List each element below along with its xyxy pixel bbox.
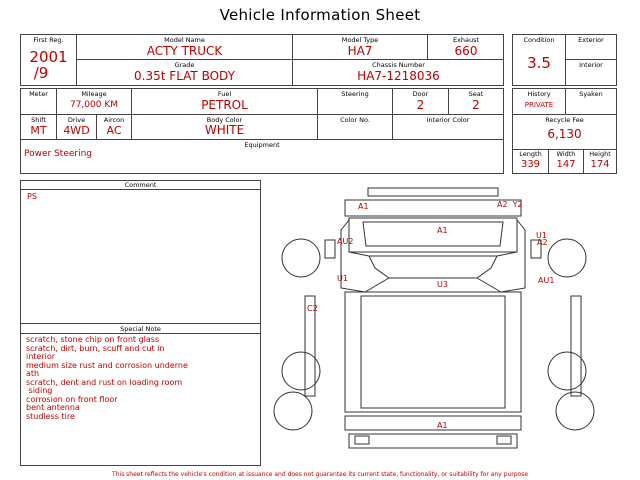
wheel-rear-left-1 bbox=[282, 352, 320, 390]
drive-header: Drive bbox=[67, 116, 86, 124]
model-type-value: HA7 bbox=[347, 44, 373, 58]
aircon-header: Aircon bbox=[103, 116, 125, 124]
front-bumper bbox=[368, 188, 498, 196]
rear-panel bbox=[345, 416, 521, 430]
drive-value: 4WD bbox=[63, 124, 90, 137]
right-door bbox=[501, 220, 525, 292]
damage-mark: A2 bbox=[537, 238, 548, 247]
condition-value: 3.5 bbox=[527, 54, 551, 72]
door-value: 2 bbox=[416, 98, 425, 112]
syaken-header: Syaken bbox=[579, 90, 603, 98]
tail-lamp-left bbox=[355, 436, 369, 444]
steering-header: Steering bbox=[341, 90, 369, 98]
interior-color-header: Interior Color bbox=[426, 116, 470, 124]
body-color-value: WHITE bbox=[204, 123, 245, 137]
wheel-front-left bbox=[282, 239, 320, 277]
windshield bbox=[363, 222, 503, 246]
seat-value: 2 bbox=[472, 98, 480, 112]
wheel-rear-right-1 bbox=[548, 352, 586, 390]
special-note-item: studless tire bbox=[26, 411, 75, 421]
exhaust-value: 660 bbox=[454, 44, 478, 58]
width-value: 147 bbox=[556, 159, 576, 170]
special-note-item: siding bbox=[26, 386, 53, 395]
history-header: History bbox=[527, 90, 551, 98]
wheel-rear-left-2 bbox=[274, 392, 312, 430]
equipment-value: Power Steering bbox=[24, 149, 93, 159]
first-reg-header: First Reg. bbox=[33, 36, 64, 44]
condition-header: Condition bbox=[523, 36, 555, 44]
cab-roof bbox=[369, 256, 497, 278]
fuel-header: Fuel bbox=[217, 90, 232, 98]
damage-mark: C2 bbox=[307, 304, 318, 313]
special-note-item: corrosion on front floor bbox=[26, 394, 118, 404]
equipment-header: Equipment bbox=[244, 141, 280, 149]
special-notes-list bbox=[26, 336, 188, 421]
damage-mark: U3 bbox=[437, 280, 448, 289]
special-note-item: scratch, dirt, burn, scuff and cut in bbox=[26, 343, 165, 353]
grade-value: 0.35t FLAT BODY bbox=[134, 69, 235, 83]
special-note-header: Special Note bbox=[120, 325, 161, 333]
damage-mark: A1 bbox=[437, 421, 448, 430]
chassis-number-header: Chassis Number bbox=[372, 61, 425, 69]
left-mirror bbox=[325, 240, 335, 258]
cargo-bed bbox=[345, 292, 521, 412]
equipment-box bbox=[20, 140, 504, 174]
shift-header: Shift bbox=[31, 116, 46, 124]
length-value: 339 bbox=[520, 159, 541, 170]
grade-header: Grade bbox=[174, 61, 195, 69]
first-reg-year: 2001 bbox=[29, 48, 68, 66]
cab-front bbox=[349, 218, 517, 252]
comment-value: PS bbox=[27, 192, 37, 201]
meter-header: Meter bbox=[29, 90, 48, 98]
length-header: Length bbox=[519, 150, 542, 158]
fuel-value: PETROL bbox=[201, 98, 248, 112]
model-name-value: ACTY TRUCK bbox=[146, 44, 223, 58]
door-header: Door bbox=[412, 90, 429, 98]
interior-header: Interior bbox=[579, 61, 603, 69]
damage-mark: U1 bbox=[536, 231, 547, 240]
special-note-item: ath bbox=[26, 369, 40, 378]
damage-mark: A2 Y2 bbox=[497, 200, 523, 209]
damage-mark: A1 bbox=[437, 226, 448, 235]
sheet-title: Vehicle Information Sheet bbox=[219, 6, 421, 24]
aircon-value: AC bbox=[106, 124, 122, 137]
model-type-header: Model Type bbox=[341, 36, 379, 44]
width-header: Width bbox=[556, 150, 576, 158]
body-color-header: Body Color bbox=[206, 116, 243, 124]
special-note-box bbox=[20, 324, 261, 466]
height-header: Height bbox=[589, 150, 611, 158]
shift-value: MT bbox=[30, 124, 47, 137]
wheel-rear-right-2 bbox=[556, 392, 594, 430]
seat-header: Seat bbox=[468, 90, 484, 98]
mileage-header: Mileage bbox=[81, 90, 107, 98]
special-note-item: interior bbox=[26, 352, 56, 361]
damage-mark: U1 bbox=[337, 274, 348, 283]
cargo-floor bbox=[361, 296, 505, 408]
damage-mark: AU2 bbox=[337, 237, 354, 246]
main-table-mid bbox=[20, 88, 504, 140]
front-panel bbox=[345, 200, 521, 216]
special-note-item: scratch, dent and rust on loading room bbox=[26, 377, 183, 387]
special-note-item: bent antenna bbox=[26, 403, 80, 412]
wheel-front-right bbox=[548, 239, 586, 277]
recycle-fee-header: Recycle Fee bbox=[545, 116, 584, 124]
history-box bbox=[512, 88, 617, 174]
condition-box bbox=[512, 34, 617, 86]
special-note-item: scratch, stone chip on front glass bbox=[26, 335, 160, 344]
roof-pillars bbox=[349, 252, 517, 256]
exhaust-header: Exhaust bbox=[452, 36, 480, 44]
comment-header: Comment bbox=[124, 181, 157, 189]
right-side-rail bbox=[571, 296, 581, 396]
height-value: 174 bbox=[590, 159, 610, 170]
mileage-value: 77,000 KM bbox=[69, 100, 119, 110]
color-no-header: Color No. bbox=[340, 116, 370, 124]
history-value: PRIVATE bbox=[524, 101, 554, 109]
first-reg-month: /9 bbox=[33, 64, 49, 82]
comment-box bbox=[20, 180, 261, 324]
rear-pillars bbox=[365, 278, 501, 292]
tail-lamp-right bbox=[497, 436, 511, 444]
recycle-fee-value: 6,130 bbox=[547, 127, 582, 141]
chassis-number-value: HA7-1218036 bbox=[357, 69, 440, 83]
disclaimer-footer: This sheet reflects the vehicle's condition at issuance and does not guarantee its current state, functionality, or suitability for any purpose bbox=[111, 471, 529, 478]
exterior-header: Exterior bbox=[578, 36, 604, 44]
damage-mark: A1 bbox=[358, 202, 369, 211]
special-note-item: medium size rust and corrosion underne bbox=[26, 360, 188, 370]
model-name-header: Model Name bbox=[164, 36, 205, 44]
damage-mark: AU1 bbox=[538, 276, 555, 285]
main-table-top bbox=[20, 34, 504, 86]
rear-bumper bbox=[349, 434, 517, 448]
